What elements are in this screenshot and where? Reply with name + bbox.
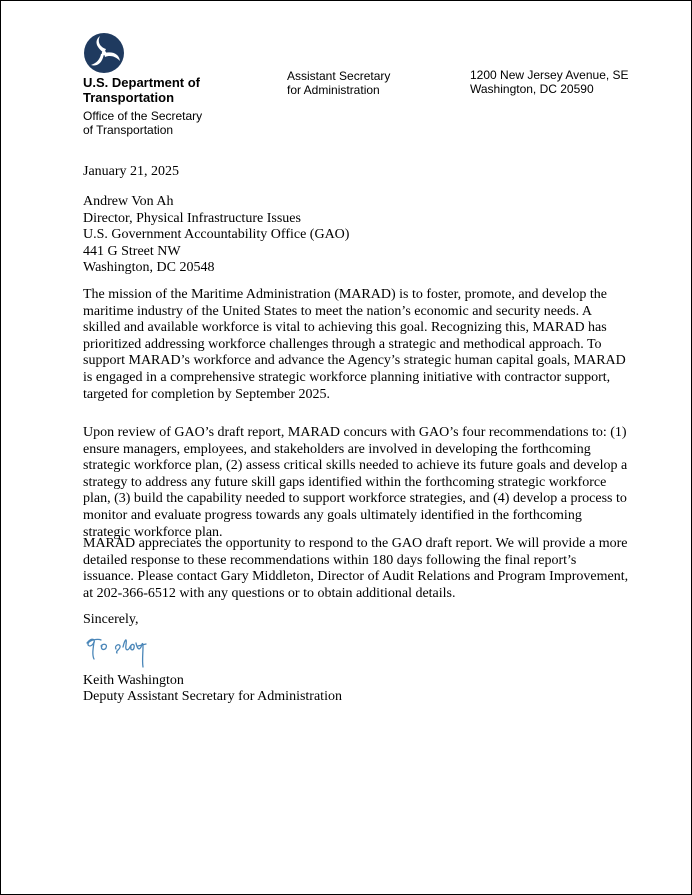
assistant-secretary-heading (287, 69, 390, 97)
paragraph-line: The mission of the Maritime Administration (MARAD) is to foster, promote, and develop the (83, 287, 607, 302)
paragraph-line: maritime industry of the United States to meet the nation’s economic and security needs. A (83, 303, 592, 319)
paragraph-line: ensure managers, employees, and stakeholders are involved in developing the forthcoming (83, 441, 591, 457)
body-paragraph-mission (83, 287, 643, 403)
letterhead-address (470, 68, 629, 96)
paragraph-line: detailed response to these recommendations within 180 days following the final report’s (83, 552, 577, 568)
paragraph-line: MARAD appreciates the opportunity to respond to the GAO draft report. We will provide a more (83, 536, 628, 551)
paragraph-line: plan, (3) build the capability needed to support workforce strategies, and (4) develop a process to (83, 491, 627, 507)
paragraph-line: strategic workforce plan. (83, 524, 223, 540)
paragraph-line: strategy to address any future skill gaps identified within the forthcoming strategic workforce (83, 474, 607, 490)
paragraph-line: Upon review of GAO’s draft report, MARAD concurs with GAO’s four recommendations to: (1) (83, 425, 627, 440)
paragraph-line: targeted for completion by September 2025. (83, 386, 331, 402)
closing-salutation: Sincerely, (83, 612, 139, 627)
dot-logo-icon (84, 33, 124, 73)
body-paragraph-response (83, 536, 643, 602)
recipient-street: 441 G Street NW (83, 243, 181, 259)
body-paragraph-recommendations (83, 425, 643, 541)
signer-name: Keith Washington (83, 673, 184, 688)
paragraph-line: prioritized addressing workforce challenges through a strategic and methodical approach. To (83, 336, 602, 352)
paragraph-line: at 202-366-6512 with any questions or to obtain additional details. (83, 585, 456, 601)
paragraph-line: issuance. Please contact Gary Middleton, Director of Audit Relations and Program Improvement, (83, 569, 629, 585)
recipient-organization: U.S. Government Accountability Office (GAO) (83, 227, 350, 242)
department-line: U.S. Department of (83, 75, 201, 90)
recipient-title: Director, Physical Infrastructure Issues (83, 210, 301, 226)
office-line: Office of the Secretary (83, 109, 203, 123)
paragraph-line: strategic workforce plan, (2) assess critical skills needed to achieve its future goals and develop a (83, 458, 628, 474)
office-name (83, 109, 202, 137)
assistant-line: for Administration (287, 83, 380, 97)
office-line: of Transportation (83, 123, 174, 137)
recipient-name: Andrew Von Ah (83, 194, 174, 209)
paragraph-line: support MARAD’s workforce and advance the Agency’s strategic human capital goals, MARAD (83, 353, 626, 369)
recipient-block (83, 194, 349, 277)
paragraph-line: is engaged in a comprehensive strategic workforce planning initiative with contractor support, (83, 369, 611, 385)
signer-title: Deputy Assistant Secretary for Administration (83, 689, 342, 704)
assistant-line: Assistant Secretary (287, 69, 391, 83)
address-line: Washington, DC 20590 (470, 82, 594, 96)
paragraph-line: skilled and available workforce is vital to achieving this goal. Recognizing this, MARAD has (83, 320, 607, 336)
paragraph-line: monitor and evaluate progress towards any goals ultimately identified in the forthcoming (83, 507, 582, 523)
address-line: 1200 New Jersey Avenue, SE (470, 68, 629, 82)
department-name (83, 75, 200, 105)
recipient-city: Washington, DC 20548 (83, 260, 215, 275)
signature-icon (83, 631, 158, 669)
letter-date: January 21, 2025 (83, 164, 180, 179)
department-line: Transportation (83, 90, 175, 105)
